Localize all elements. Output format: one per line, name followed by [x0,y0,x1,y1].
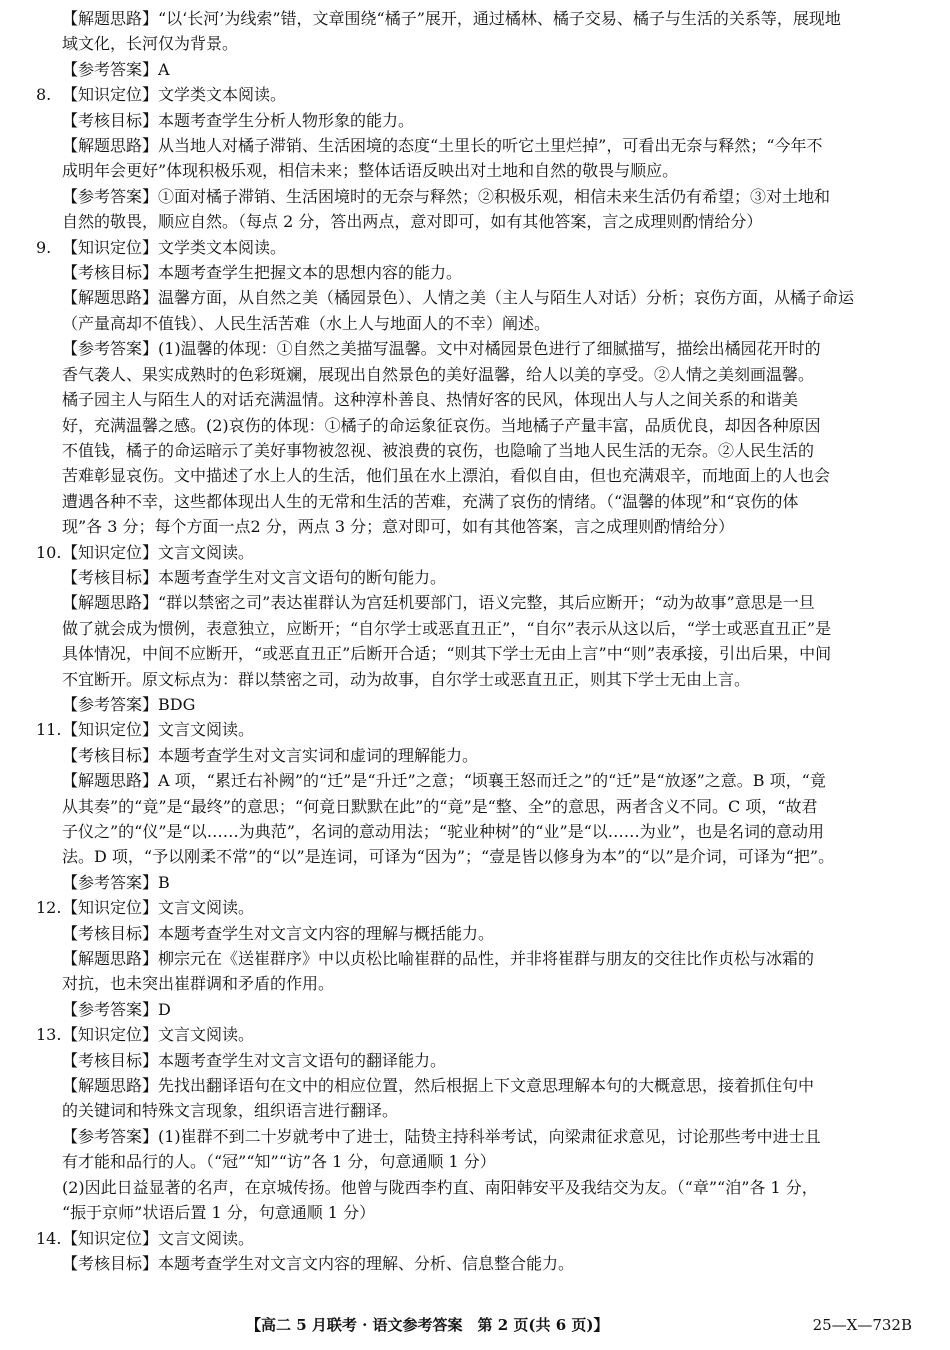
text-line [36,819,912,844]
text-line [36,565,912,590]
line-text: 【考核目标】本题考查学生对文言文语句的断句能力。 [62,567,447,587]
line-text: 子仪之”的“仪”是“以……为典范”，名词的意动用法；“驼业种树”的“业”是“以……为业”，也是名词的意动用 [62,822,824,841]
text-line [36,616,912,641]
answer-page [36,6,912,1276]
text-line [36,514,912,539]
question-heading-line [36,1226,912,1251]
line-text: 【知识定位】文学类文本阅读。 [62,85,287,105]
line-text: 橘子园主人与陌生人的对话充满温情。这种淳朴善良、热情好客的民风，体现出人与人之间关系的和谐美 [62,390,799,410]
line-text: 不值钱，橘子的命运暗示了美好事物被忽视、被浪费的哀伤，也隐喻了当地人民生活的无奈。②人民生活的 [62,440,815,460]
text-line [36,463,912,488]
question-heading-line [36,540,912,565]
text-line [36,260,912,285]
line-text: 从其奏”的“竟”是“最终”的意思；“何竟日默默在此”的“竟”是“整、全”的意思，两者含义不同。C 项，“故君 [62,796,818,816]
text-line [36,667,912,692]
line-text: 【考核目标】本题考查学生对文言实词和虚词的理解能力。 [62,745,479,765]
line-text: 【解题思路】A 项，“累迁右补阙”的“迁”是“升迁”之意；“顷襄王怒而迁之”的“迁”是“放逐”之意。B 项，“竟 [62,771,826,791]
line-text: 【参考答案】D [62,999,171,1019]
question-number: 13. [36,1025,62,1045]
text-line [36,1098,912,1123]
line-text: 【考核目标】本题考查学生对文言文语句的翻译能力。 [62,1050,447,1070]
text-line [36,31,912,56]
line-text: 【参考答案】①面对橘子滞销、生活困境时的无奈与释然；②积极乐观，相信未来生活仍有希望；③对土地和 [62,186,831,206]
text-line [36,794,912,819]
question-number: 12. [36,898,62,918]
text-line [36,438,912,463]
question-heading-line [36,235,912,260]
line-text: 【考核目标】本题考查学生对文言文内容的理解、分析、信息整合能力。 [62,1253,575,1273]
text-line [36,387,912,412]
text-line [36,1073,912,1098]
text-line [36,971,912,996]
line-text: 【参考答案】(1)温馨的体现：①自然之美描写温馨。文中对橘园景色进行了细腻描写，描绘出橘园花开时的 [62,339,821,359]
text-line [36,1048,912,1073]
text-line [36,6,912,31]
line-text: 【知识定位】文学类文本阅读。 [62,237,287,257]
line-text: 【参考答案】BDG [62,694,196,714]
line-text: 【知识定位】文言文阅读。 [62,720,255,740]
line-text: 有才能和品行的人。（“冠”“知”“访”各 1 分，句意通顺 1 分） [62,1152,496,1172]
footer-title: 【高二 5 月联考 · 语文参考答案 第 2 页(共 6 页)】 [246,1316,609,1334]
text-line [36,1175,912,1200]
footer-code: 25—X—732B [812,1316,912,1334]
text-line [36,362,912,387]
line-text: 好，充满温馨之感。(2)哀伤的体现：①橘子的命运象征哀伤。当地橘子产量丰富，品质优良，却因各种原因 [62,415,821,435]
text-line [36,158,912,183]
text-line [36,1124,912,1149]
line-text: 现”各 3 分；每个方面一点2 分，两点 3 分；意对即可，如有其他答案，言之成理则酌情给分） [62,517,735,537]
text-line [36,743,912,768]
text-line [36,108,912,133]
line-text: 【参考答案】(1)崔群不到二十岁就考中了进士，陆贽主持科举考试，向梁肃征求意见，讨论那些考中进士且 [62,1126,821,1146]
text-line [36,870,912,895]
line-text: 【考核目标】本题考查学生分析人物形象的能力。 [62,110,415,130]
question-number: 9. [36,237,52,257]
text-line [36,133,912,158]
line-text: 自然的敬畏，顺应自然。（每点 2 分，答出两点，意对即可，如有其他答案，言之成理则酌情给分） [62,212,763,232]
text-line [36,768,912,793]
line-text: “振于京师”状语后置 1 分，句意通顺 1 分） [62,1203,376,1223]
line-text: (2)因此日益显著的名声，在京城传扬。他曾与陇西李杓直、南阳韩安平及我结交为友。（“章”“洎”各 1 分， [62,1177,818,1197]
text-line [36,641,912,666]
text-line [36,590,912,615]
text-line [36,997,912,1022]
text-line [36,1149,912,1174]
text-line [36,285,912,310]
line-text: 【解题思路】先找出翻译语句在文中的相应位置，然后根据上下文意思理解本句的大概意思，接着抓住句中 [62,1076,815,1096]
question-heading-line [36,717,912,742]
text-line [36,489,912,514]
line-text: 【考核目标】本题考查学生对文言文内容的理解与概括能力。 [62,923,495,943]
line-text: 【考核目标】本题考查学生把握文本的思想内容的能力。 [62,263,463,283]
line-text: 对抗，也未突出崔群调和矛盾的作用。 [62,974,335,994]
text-line [36,921,912,946]
text-line [36,336,912,361]
line-text: 【参考答案】A [62,59,170,79]
line-text: 【解题思路】柳宗元在《送崔群序》中以贞松比喻崔群的品性，并非将崔群与朋友的交往比作贞松与冰霜的 [62,949,815,969]
text-line [36,1200,912,1225]
line-text: 【解题思路】“群以禁密之司”表达崔群认为宫廷机要部门，语义完整，其后应断开；“动为故事”意思是一旦 [62,593,815,613]
line-text: （产量高却不值钱）、人民生活苦难（水上人与地面人的不幸）阐述。 [62,313,551,333]
line-text: 【知识定位】文言文阅读。 [62,1228,255,1248]
line-text: 做了就会成为惯例，表意独立，应断开；“自尔学士或恶直丑正”，“自尔”表示从这以后，“学士或恶直丑正”是 [62,618,832,638]
line-text: 【知识定位】文言文阅读。 [62,1025,255,1045]
text-line [36,844,912,869]
line-text: 【解题思路】温馨方面，从自然之美（橘园景色）、人情之美（主人与陌生人对话）分析；哀伤方面，从橘子命运 [62,288,855,308]
question-heading-line [36,1022,912,1047]
question-number: 11. [36,720,62,740]
line-text: 法。D 项，“予以刚柔不常”的“以”是连词，可译为“因为”；“壹是皆以修身为本”的“以”是介词，可译为“把”。 [62,847,835,867]
text-line [36,184,912,209]
line-text: 【知识定位】文言文阅读。 [62,898,255,918]
line-text: 不宜断开。原文标点为：群以禁密之司，动为故事，自尔学士或恶直丑正，则其下学士无由上言。 [62,669,751,689]
line-text: 【解题思路】从当地人对橘子滞销、生活困境的态度“土里长的听它土里烂掉”，可看出无奈与释然；“今年不 [62,136,823,156]
text-line [36,946,912,971]
line-text: 成明年会更好”体现积极乐观，相信未来；整体话语反映出对土地和自然的敬畏与顺应。 [62,161,679,181]
text-line [36,209,912,234]
line-text: 的关键词和特殊文言现象，组织语言进行翻译。 [62,1101,399,1121]
line-text: 具体情况，中间不应断开，“或恶直丑正”后断开合适；“则其下学士无由上言”中“则”表承接，引出后果，中间 [62,644,832,664]
text-line [36,311,912,336]
line-text: 【知识定位】文言文阅读。 [62,542,255,562]
text-line [36,413,912,438]
question-heading-line [36,82,912,107]
line-text: 香气袭人、果实成熟时的色彩斑斓，展现出自然景色的美好温馨，给人以美的享受。②人情之美刻画温馨。 [62,364,815,384]
text-line [36,57,912,82]
question-heading-line [36,895,912,920]
line-text: 【参考答案】B [62,872,170,892]
text-line [36,1251,912,1276]
question-number: 10. [36,542,62,562]
question-number: 8. [36,85,52,105]
line-text: 域文化，长河仅为背景。 [62,34,239,54]
line-text: 【解题思路】“以‘长河’为线索”错，文章围绕“橘子”展开，通过橘林、橘子交易、橘子与生活的关系等，展现地 [62,9,841,28]
line-text: 遭遇各种不幸，这些都体现出人生的无常和生活的苦难，充满了哀伤的情绪。（“温馨的体现”和“哀伤的体 [62,491,799,511]
text-line [36,692,912,717]
line-text: 苦难彰显哀伤。文中描述了水上人的生活，他们虽在水上漂泊，看似自由，但也充满艰辛，而地面上的人也会 [62,466,831,486]
question-number: 14. [36,1228,62,1248]
